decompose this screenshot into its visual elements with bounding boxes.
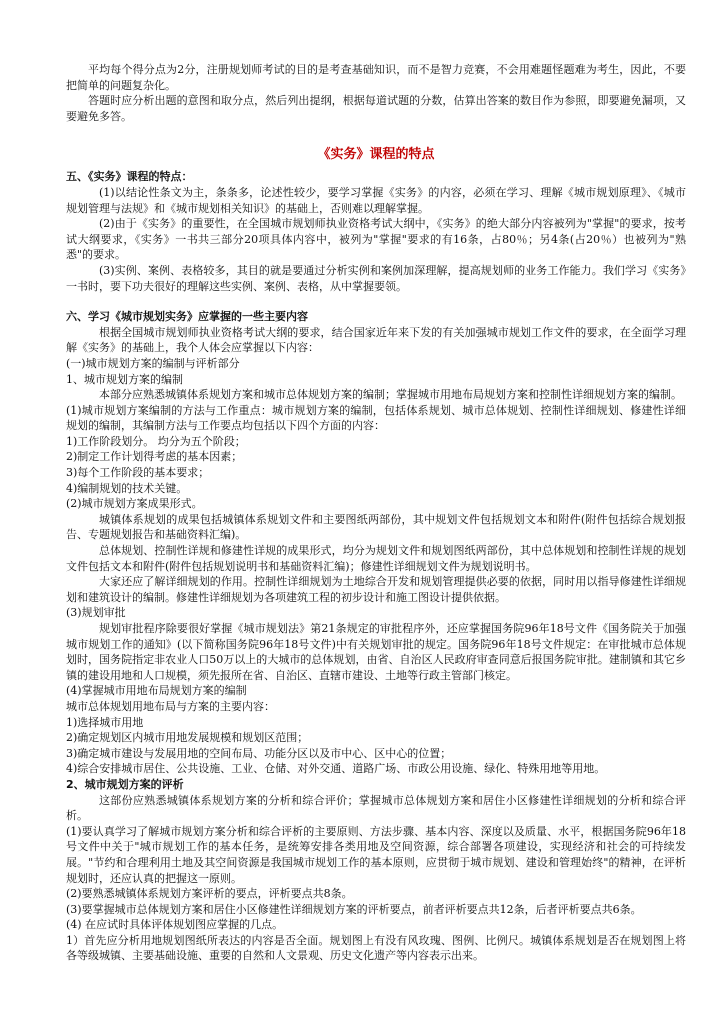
item1-paragraph: (1)城市规划方案编制的方法与工作重点：城市规划方案的编制，包括体系规划、城市总体规划、控制性详细规划、修建性详细规划的编制，其编制方法与工作要点均包括以下四个方面的内容： [66,403,686,433]
sub2-item-1: (1)要认真学习了解城市规划方案分析和综合评析的主要原则、方法步骤、基本内容、深度以及质量、水平，根据国务院96年18号文件中关于"城市规划工作的基本任务，是统筹安排各类用地及空间资源，综合部署各项建设，实现经济和社会的可持续发展。"节约和合理利用土地及其空间资源是我国城市规划工作的基本原则，应贯彻于城市规划、建设和管理始终"的精神，在评析规划时，还应认真的把握这一原则。 [66,824,686,885]
item4-intro: 城市总体规划用地布局与方案的主要内容： [66,699,275,713]
item2-paragraph-1: 城镇体系规划的成果包括城镇体系规划文件和主要图纸两部份，其中规划文件包括规划文本和附件(附件包括综合规划报告、专题规划报告和基础资料汇编)。 [66,512,686,542]
sub1-paragraph: 本部分应熟悉城镇体系规划方案和城市总体规划方案的编制；掌握城市用地布局规划方案和控制性详细规划方案的编制。 [99,388,682,402]
item2-paragraph-2: 总体规划、控制性详规和修建性详规的成果形式，均分为规划文件和规划图纸两部份，其中总体规划和控制性详规的规划文件包括文本和附件(附件包括规划说明书和基础资料汇编)；修建性详细规划文件为规划说明书。 [66,544,686,573]
item2-heading: (2)城市规划方案成果形式。 [66,497,203,511]
section-title: 《实务》课程的特点 [317,147,435,163]
item4-list-item: 4)综合安排城市居住、公共设施、工业、仓储、对外交通、道路广场、市政公用设施、绿化、特殊用地等用地。 [66,762,606,776]
item2-paragraph-3: 大家还应了解详细规划的作用。控制性详细规划为土地综合开发和规划管理提供必要的依据，同时用以指导修建性详细规划和建筑设计的编制。修建性详细规划为各项建筑工程的初步设计和施工图设计提供依据。 [66,575,686,604]
item3-paragraph: 规划审批程序除要很好掌握《城市规划法》第21条规定的审批程序外，还应掌握国务院96年18号文件《国务院关于加强城市规划工作的通知》(以下简称国务院96年18号文件)中有关规划审批的规定。国务院96年18号文件规定：在审批城市总体规划时，国务院指定非农业人口50万以上的大城市的总体规划，由省、自治区人民政府审查同意后报国务院审批。建制镇和其它乡镇的建设用地和人口规模，须先报所在省、自治区、直辖市建设、土地等行政主管部门核定。 [66,622,686,682]
sub2-paragraph: 这部份应熟悉城镇体系规划方案的分析和综合评价；掌握城市总体规划方案和居住小区修建性详细规划的分析和综合评析。 [66,793,686,823]
sub2-heading: 2、城市规划方案的评析 [66,777,184,791]
sub2-item-2: (2)要熟悉城镇体系规划方案评析的要点，评析要点共8条。 [66,887,353,901]
item1-list-item: 4)编制规划的技术关键。 [66,481,188,495]
intro-paragraph-1: 平均每个得分点为2分，注册规划师考试的目的是考查基础知识，而不是智力竞赛，不会用难题怪题难为考生，因此，不要把简单的问题复杂化。 [66,63,686,92]
sub2-item-3: (3)要掌握城市总体规划方案和居住小区修建性详细规划方案的评析要点，前者评析要点共12条，后者评析要点共6条。 [66,902,642,916]
item3-heading: (3)规划审批 [66,606,126,620]
section5-item-1: (1)以结论性条文为主，条条多，论述性较少，要学习掌握《实务》的内容，必须在学习、理解《城市规划原理》、《城市规划管理与法规》和《城市规划相关知识》的基础上，否则难以理解掌握。 [66,185,686,215]
item4-heading: (4)掌握城市用地布局规划方案的编制 [66,684,247,698]
item1-list-item: 1)工作阶段划分。 均分为五个阶段； [66,434,246,448]
item4-list-item: 2)确定规划区内城市用地发展规模和规划区范围； [66,731,309,745]
section6-intro: 根据全国城市规划师执业资格考试大纲的要求，结合国家近年来下发的有关加强城市规划工作文件的要求，在全面学习理解《实务》的基础上，我个人体会应掌握以下内容： [66,325,686,355]
sub1-heading: 1、城市规划方案的编制 [66,372,183,386]
section5-item-3: (3)实例、案例、表格较多，其目的就是要通过分析实例和案例加深理解，提高规划师的业务工作能力。我们学习《实务》一书时，要下功夫很好的理解这些实例、案例、表格，从中掌握要领。 [66,263,686,293]
item4-list-item: 1)选择城市用地 [66,715,144,729]
part1-heading: (一)城市规划方案的编制与评析部分 [66,356,240,370]
section6-heading: 六、学习《城市规划实务》应掌握的一些主要内容 [66,310,308,324]
sub2-item-4-point-1: 1）首先应分析用地规划图纸所表达的内容是否全面。规划图上有没有风玫瑰、图例、比例尺。城镇体系规划是否在规划图上将各等级城镇、主要基础设施、重要的自然和人文景观、历史文化遗产等内容表示出来。 [66,933,686,963]
spacer [66,294,686,309]
section5-item-2: (2)由于《实务》的重要性，在全国城市规划师执业资格考试大纲中，《实务》的绝大部分内容被列为"掌握"的要求，按考试大纲要求，《实务》一书共三部分20项具体内容中，被列为"掌握"要求的有16条，占80％；另4条(占20％）也被列为"熟悉"的要求。 [66,217,686,262]
intro-paragraph-2: 答题时应分析出题的意图和取分点，然后列出提纲，根据每道试题的分数，估算出答案的数目作为参照，即要避免漏项，又要避免多答。 [66,94,686,123]
item1-list-item: 2)制定工作计划得考虑的基本因素； [66,450,243,464]
section5-heading: 五、《实务》课程的特点： [66,170,193,184]
item1-list-item: 3)每个工作阶段的基本要求； [66,466,210,480]
document-body [66,62,686,964]
sub2-item-4: (4) 在应试时具体评体规划图应掌握的几点。 [66,918,284,932]
item4-list-item: 3)确定城市建设与发展用地的空间布局、功能分区以及市中心、区中心的位置； [66,746,452,760]
